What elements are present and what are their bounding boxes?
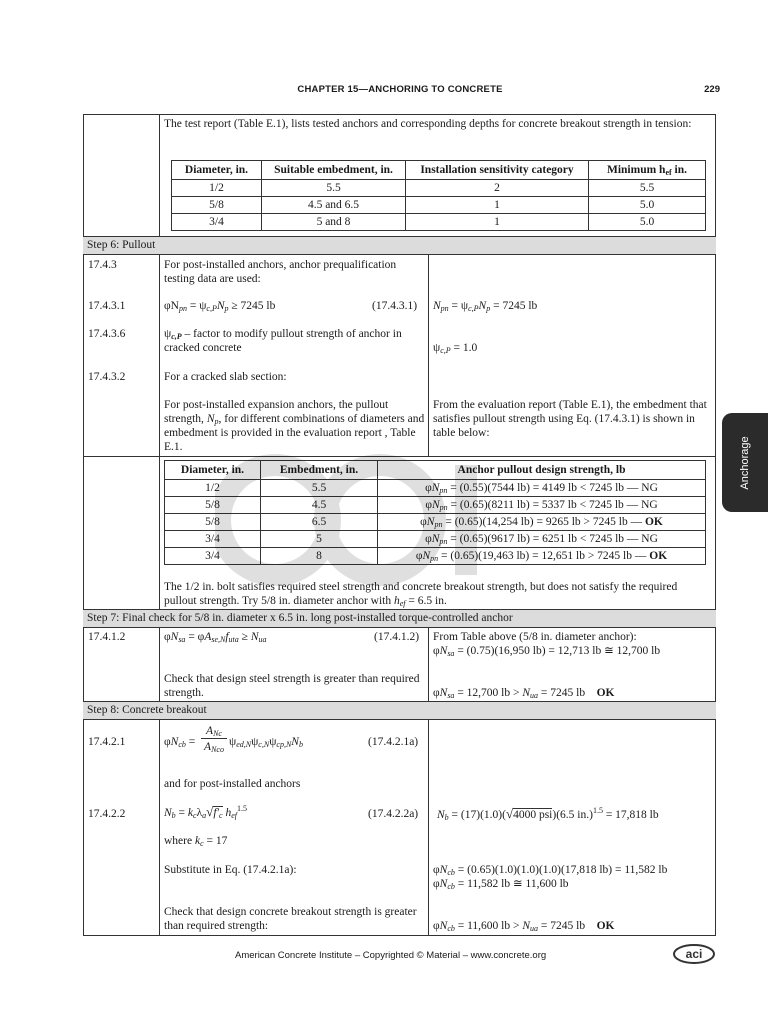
- table-cell: 5.5: [589, 180, 706, 197]
- steel-strength-value: $\varphi N_{sa} = (0.75)(16,950$ lb) = 12,713 lb ≅ 12,700 lb: [433, 645, 661, 658]
- table-row: [172, 180, 706, 197]
- pullout-note: The 1/2 in. bolt satisfies required steel strength and concrete breakout strength, but does not satisfy the required pullout strength. Try 5/8 in. diameter anchor with $h_{ef} = 6.5$ in.: [164, 581, 678, 608]
- breakout-strength-rounded: $\varphi N_{cb} = 11,582$ lb ≅ 11,600 lb: [433, 878, 569, 891]
- clause-text: and for post-installed anchors: [164, 778, 301, 790]
- table-cell: 4.5 and 6.5: [262, 197, 406, 214]
- table1-header: Installation sensitivity category: [406, 161, 589, 180]
- table-cell: 1/2: [172, 180, 262, 197]
- table1-header: Suitable embedment, in.: [262, 161, 406, 180]
- steel-check-result: $\varphi N_{sa} = 12,700$ lb > $N_{ua} = 7245$ lb OK: [433, 687, 615, 700]
- section-side-tab[interactable]: Anchorage: [722, 413, 768, 512]
- table-row: [172, 214, 706, 231]
- table-row: 3/4 8 $\varphi N_{pn} = (0.65)(19,463$ lb) = 12,651 lb > 7245 lb — OK: [165, 548, 706, 565]
- footer-copyright: American Concrete Institute – Copyrighted © Material – www.concrete.org: [235, 950, 547, 961]
- clause-text: For post-installed expansion anchors, the pullout strength, $N_p$, for different combinations of diameters and embedment is provided in the evaluation report , Table E.1.: [164, 399, 425, 453]
- breakout-strength-value: $\varphi N_{cb} = (0.65)(1.0)(1.0)(1.0)(17,818$ lb) = 11,582 lb: [433, 864, 668, 877]
- equation-number: (17.4.2.2a): [368, 808, 419, 820]
- table-cell: 2: [406, 180, 589, 197]
- breakout-check-note: Check that design concrete breakout strength is greater than required strength:: [164, 906, 417, 932]
- table-row: 5/8 4.5 $\varphi N_{pn} = (0.65)(8211$ lb) = 5337 lb < 7245 lb — NG: [165, 497, 706, 514]
- table-cell: 1: [406, 197, 589, 214]
- steel-strength-equation: $\varphi N_{sa} = \varphi A_{se,N}f_{uta} \ge N_{ua}$: [164, 631, 267, 644]
- pullout-equation-result: $N_{pn} = \psi_{c,P}N_p = 7245$ lb: [433, 300, 538, 313]
- equation-number: (17.4.1.2): [374, 631, 420, 643]
- table2-header: Embedment, in.: [261, 461, 378, 480]
- table-row: 5/8 6.5 $\varphi N_{pn} = (0.65)(14,254$ lb) = 9265 lb > 7245 lb — OK: [165, 514, 706, 531]
- column-divider: [159, 720, 160, 936]
- svg-text:aci: aci: [685, 947, 703, 961]
- column-divider: [159, 628, 160, 701]
- clause-text: For post-installed anchors, anchor prequalification testing data are used:: [164, 259, 397, 285]
- table-cell: 5.5: [262, 180, 406, 197]
- clause-number: 17.4.2.2: [88, 808, 126, 820]
- step-7-heading: Step 7: Final check for 5/8 in. diameter x 6.5 in. long post-installed torque-controlled anchor: [83, 609, 716, 628]
- table-cell: 1: [406, 214, 589, 231]
- clause-number: 17.4.2.1: [88, 736, 126, 748]
- table1-header: Minimum $h_{ef}$ in.: [589, 161, 706, 180]
- table-cell: 3/4: [172, 214, 262, 231]
- page-number: 229: [704, 84, 720, 95]
- aci-logo-icon: [672, 943, 716, 965]
- clause-number: 17.4.3.6: [88, 328, 126, 340]
- table-row: 3/4 5 $\varphi N_{pn} = (0.65)(9617$ lb) = 6251 lb < 7245 lb — NG: [165, 531, 706, 548]
- steel-check-note: Check that design steel strength is greater than required strength.: [164, 673, 420, 699]
- pullout-equation: $\varphi N_{pn} = \psi_{c,P}N_p \ge 7245$ lb: [164, 300, 276, 313]
- table-cell: 5/8: [172, 197, 262, 214]
- basic-breakout-value: $N_b = (17)(1.0)(√4000$ psi)(6.5 in.)$^{1.5}$ = 17,818 lb: [437, 806, 659, 822]
- substitute-text: Substitute in Eq. (17.4.2.1a):: [164, 864, 297, 876]
- equation-number: (17.4.3.1): [372, 300, 418, 312]
- aci-watermark-logo: [215, 425, 525, 605]
- table-row: [172, 197, 706, 214]
- column-divider: [428, 720, 429, 936]
- breakout-check-result: $\varphi N_{cb} = 11,600$ lb > $N_{ua} = 7245$ lb OK: [433, 920, 615, 933]
- clause-number: 17.4.3.2: [88, 371, 126, 383]
- where-text: where $k_c = 17$: [164, 835, 228, 848]
- steel-check-text: From Table above (5/8 in. diameter anchor):: [433, 631, 637, 643]
- column-divider: [428, 628, 429, 701]
- table-cell: 5.0: [589, 197, 706, 214]
- step-8-heading: Step 8: Concrete breakout: [83, 701, 716, 720]
- column-divider: [159, 255, 160, 456]
- table1-header: Diameter, in.: [172, 161, 262, 180]
- table-row: 1/2 5.5 $\varphi N_{pn} = (0.55)(7544$ lb) = 4149 lb < 7245 lb — NG: [165, 480, 706, 497]
- table2-header: Anchor pullout design strength, lb: [378, 461, 706, 480]
- table2-header: Diameter, in.: [165, 461, 261, 480]
- evaluation-note: From the evaluation report (Table E.1), the embedment that satisfies pullout strength using Eq. (17.4.3.1) is shown in table below:: [433, 399, 707, 439]
- clause-number: 17.4.1.2: [88, 631, 126, 643]
- embedment-table: [171, 160, 706, 231]
- basic-breakout-equation: $N_b = k_c\lambda_a√f'_c$ $h_{ef}^{1.5}$: [164, 804, 247, 820]
- clause-text: $\psi_{c,P}$ – factor to modify pullout strength of anchor in cracked concrete: [164, 328, 402, 354]
- intro-text: The test report (Table E.1), lists tested anchors and corresponding depths for concrete breakout strength in tension:: [164, 118, 692, 130]
- column-divider: [159, 114, 160, 236]
- clause-text: For a cracked slab section:: [164, 371, 287, 383]
- table-cell: 5 and 8: [262, 214, 406, 231]
- clause-number: 17.4.3: [88, 259, 117, 271]
- table-cell: 5.0: [589, 214, 706, 231]
- step-6-heading: Step 6: Pullout: [83, 236, 716, 255]
- psi-value: $\psi_{c,P} = 1.0$: [433, 342, 478, 355]
- equation-number: (17.4.2.1a): [368, 736, 419, 748]
- chapter-title: CHAPTER 15—ANCHORING TO CONCRETE: [297, 84, 503, 95]
- clause-number: 17.4.3.1: [88, 300, 126, 312]
- column-divider: [159, 456, 160, 609]
